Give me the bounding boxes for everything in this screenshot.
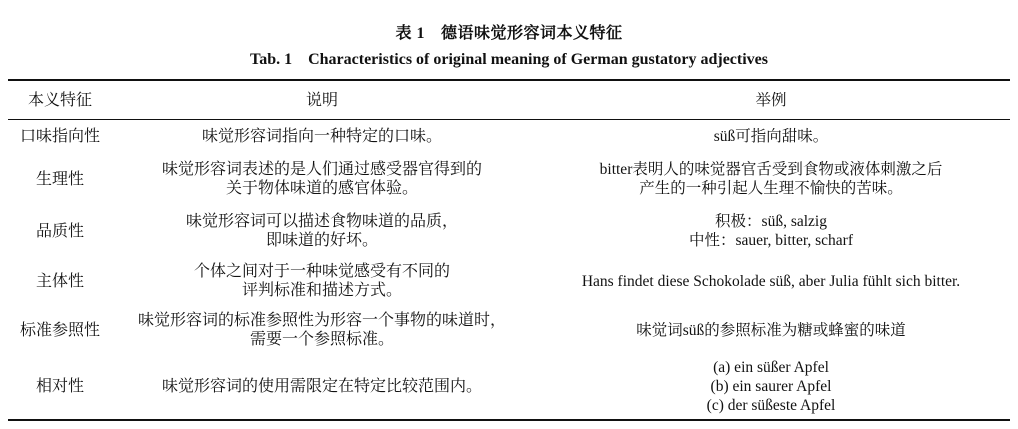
row-4-example-line: Hans findet diese Schokolade süß, aber Julia fühlt sich bitter. <box>581 272 961 290</box>
row-2-explanation-line: 味觉形容词表述的是人们通过感受器官得到的 <box>161 161 482 178</box>
row-2-example-line: 产生的一种引起人生理不愉快的苦味。 <box>639 180 903 197</box>
row-3-explanation-line: 味觉形容词可以描述食物味道的品质， <box>185 213 458 230</box>
row-5-explanation-line: 需要一个参照标准。 <box>249 331 394 348</box>
row-5-example-line: 味觉词süß的参照标准为糖或蜂蜜的味道 <box>636 321 906 339</box>
row-5-explanation-cell <box>112 306 532 354</box>
row-1-example-line: süß可指向甜味。 <box>713 127 829 145</box>
row-6-example-line: (b) ein saurer Apfel <box>710 378 832 395</box>
row-5-feature-cell <box>8 306 112 354</box>
header-example: 举例 <box>755 91 787 109</box>
row-2-example-cell <box>532 152 1010 206</box>
row-6-example-line: (a) ein süßer Apfel <box>713 359 829 376</box>
row-6-explanation-cell <box>112 354 532 419</box>
row-6-example-line: (c) der süßeste Apfel <box>706 397 836 414</box>
row-6-feature-cell <box>8 354 112 419</box>
row-5-example-cell <box>532 306 1010 354</box>
row-4-feature-cell <box>8 256 112 306</box>
row-3-example-line: 中性：sauer, bitter, scharf <box>688 232 854 249</box>
row-2-explanation-cell <box>112 152 532 206</box>
row-4-feature-line: 主体性 <box>35 272 84 290</box>
row-6-example-cell <box>532 354 1010 419</box>
caption-english-title: Characteristics of original meaning of German gustatory adjectives <box>308 51 769 68</box>
row-6-feature-line: 相对性 <box>35 378 84 395</box>
row-3-example-line: 积极：süß, salzig <box>715 213 827 230</box>
row-4-explanation-line: 个体之间对于一种味觉感受有不同的 <box>193 263 450 280</box>
row-1-feature-cell <box>8 120 112 152</box>
row-4-example-cell <box>532 256 1010 306</box>
header-feature: 本义特征 <box>27 91 92 109</box>
row-1-example-cell <box>532 120 1010 152</box>
caption-english-number: Tab. 1 <box>249 51 293 68</box>
row-2-explanation-line: 关于物体味道的感官体验。 <box>225 180 418 197</box>
caption-english <box>0 51 1018 69</box>
row-3-explanation-line: 即味道的好坏。 <box>265 232 378 249</box>
row-5-feature-line: 标准参照性 <box>19 321 100 339</box>
row-4-explanation-cell <box>112 256 532 306</box>
row-5-explanation-line: 味觉形容词的标准参照性为形容一个事物的味道时， <box>137 312 506 329</box>
caption-chinese-title: 德语味觉形容词本义特征 <box>441 25 623 42</box>
caption-chinese-number: 表 1 <box>395 25 425 42</box>
row-2-feature-cell <box>8 152 112 206</box>
row-1-explanation-line: 味觉形容词指向一种特定的口味。 <box>201 127 442 145</box>
row-1-explanation-cell <box>112 120 532 152</box>
row-4-explanation-line: 评判标准和描述方式。 <box>241 282 402 299</box>
caption-chinese <box>0 20 1018 43</box>
row-3-feature-line: 品质性 <box>35 222 84 240</box>
row-6-explanation-line: 味觉形容词的使用需限定在特定比较范围内。 <box>161 378 482 395</box>
row-2-feature-line: 生理性 <box>35 170 84 188</box>
row-1-feature-line: 口味指向性 <box>19 127 100 145</box>
row-3-explanation-cell <box>112 206 532 256</box>
row-2-example-line: bitter表明人的味觉器官舌受到食物或液体刺激之后 <box>599 161 943 178</box>
header-explanation: 说明 <box>305 91 338 109</box>
table-bottom-rule <box>8 419 1010 421</box>
row-3-example-cell <box>532 206 1010 256</box>
row-3-feature-cell <box>8 206 112 256</box>
